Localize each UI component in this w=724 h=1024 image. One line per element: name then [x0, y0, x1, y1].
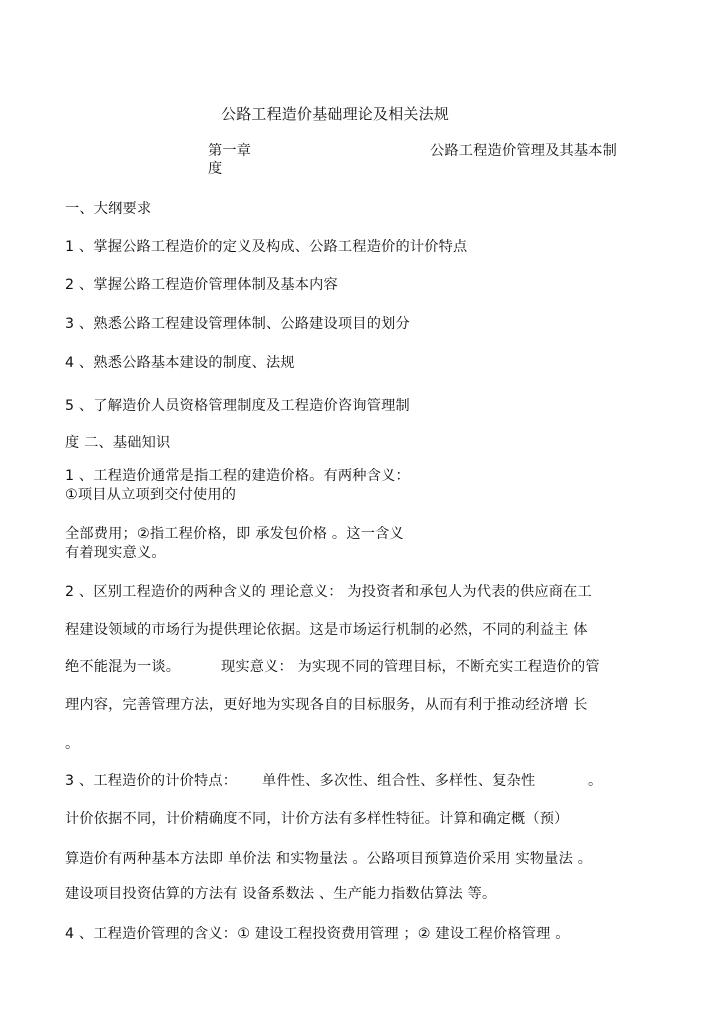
paragraph-line: 建设项目投资估算的方法有 设备系数法 、生产能力指数估算法 等。 — [65, 886, 497, 902]
paragraph-line: 1 、工程造价通常是指工程的建造价格。有两种含义： — [65, 468, 410, 484]
paragraph-line: 单件性、多次性、组合性、多样性、复杂性 — [262, 773, 536, 789]
outline-item: 4 、熟悉公路基本建设的制度、法规 — [65, 355, 295, 371]
outline-item: 5 、了解造价人员资格管理制度及工程造价咨询管理制 — [65, 398, 410, 414]
document-title: 公路工程造价基础理论及相关法规 — [221, 105, 450, 123]
paragraph-line: 绝不能混为一谈。 — [65, 659, 181, 675]
paragraph-line: 计价依据不同，计价精确度不同，计价方法有多样性特征。计算和确定概（预） — [65, 811, 569, 827]
paragraph-line: 2 、区别工程造价的两种含义的 理论意义： 为投资者和承包人为代表的供应商在工 — [65, 584, 592, 600]
outline-item: 1 、掌握公路工程造价的定义及构成、公路工程造价的计价特点 — [65, 239, 468, 255]
paragraph-line: ①项目从立项到交付使用的 — [65, 487, 237, 503]
paragraph-line: 理内容，完善管理方法，更好地为实现各自的目标服务，从而有利于推动经济增 长 — [65, 697, 588, 713]
chapter-number: 第一章 — [208, 143, 252, 159]
outline-item: 2 、掌握公路工程造价管理体制及基本内容 — [65, 277, 338, 293]
paragraph-line: 4 、工程造价管理的含义：① 建设工程投资费用管理 ；② 建设工程价格管理 。 — [65, 926, 570, 942]
chapter-name-continued: 度 — [208, 161, 223, 177]
paragraph-line: 算造价有两种基本方法即 单价法 和实物量法 。公路项目预算造价采用 实物量法 。 — [65, 851, 593, 867]
paragraph-line: 程建设领域的市场行为提供理论依据。这是市场运行机制的必然，不同的利益主 体 — [65, 622, 588, 638]
paragraph-line: 现实意义： 为实现不同的管理目标，不断充实工程造价的管 — [221, 659, 600, 675]
paragraph-line: 。 — [65, 736, 80, 752]
section-heading-basics: 度 二、基础知识 — [65, 435, 171, 451]
chapter-name: 公路工程造价管理及其基本制 — [430, 143, 618, 159]
outline-item: 3 、熟悉公路工程建设管理体制、公路建设项目的划分 — [65, 316, 410, 332]
paragraph-line: 3 、工程造价的计价特点： — [65, 773, 238, 789]
paragraph-line: 全部费用；②指工程价格，即 承发包价格 。这一含义 — [65, 526, 404, 542]
paragraph-line: 。 — [588, 773, 603, 789]
section-heading-outline: 一、大纲要求 — [65, 201, 152, 217]
paragraph-line: 有着现实意义。 — [65, 545, 166, 561]
